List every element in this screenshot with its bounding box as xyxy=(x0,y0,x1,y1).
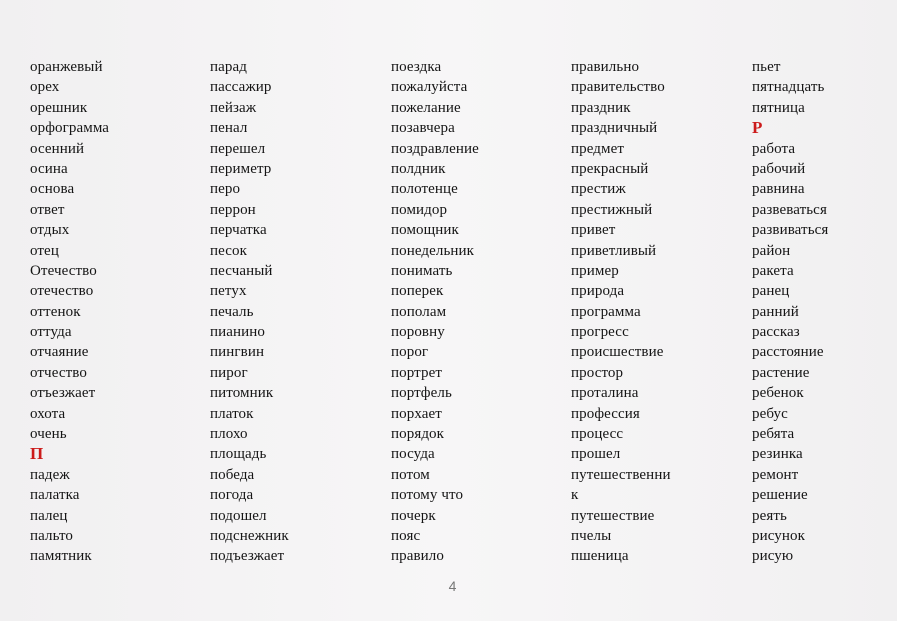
word-item: падеж xyxy=(30,466,70,483)
word-item: ребенок xyxy=(752,385,804,402)
word-item: природа xyxy=(571,283,625,300)
word-item: отъезжает xyxy=(30,385,96,402)
word-item: парад xyxy=(210,59,247,75)
word-item: понимать xyxy=(391,262,453,279)
word-item: основа xyxy=(30,181,75,198)
word-item: к xyxy=(571,487,579,504)
word-item: престижный xyxy=(571,201,653,218)
word-item: ракета xyxy=(752,262,794,279)
word-item: пятница xyxy=(752,99,805,116)
word-item: равнина xyxy=(752,181,805,198)
word-item: осенний xyxy=(30,140,85,157)
word-item: позавчера xyxy=(391,120,455,137)
word-item: почерк xyxy=(391,507,436,524)
word-item: праздник xyxy=(571,99,631,116)
word-item: пчелы xyxy=(571,527,612,544)
word-item: пьет xyxy=(752,59,781,75)
word-item: правительство xyxy=(571,79,665,96)
word-item: портрет xyxy=(391,364,442,381)
word-item: перешел xyxy=(210,140,266,157)
word-item: престиж xyxy=(571,181,626,198)
word-item: рабочий xyxy=(752,160,806,177)
word-item: пожелание xyxy=(391,99,461,116)
word-item: реять xyxy=(752,507,787,524)
word-item: помидор xyxy=(391,201,448,218)
word-item: потом xyxy=(391,466,430,483)
word-item: ремонт xyxy=(752,466,799,483)
word-column xyxy=(30,57,109,567)
word-item: пассажир xyxy=(210,79,272,96)
word-item: орешник xyxy=(30,99,88,116)
word-item: работа xyxy=(752,140,796,157)
word-item: погода xyxy=(210,487,254,504)
word-item: отдых xyxy=(30,222,70,239)
word-item: отчаяние xyxy=(30,344,89,361)
word-item: пожалуйста xyxy=(391,79,468,96)
word-item: посуда xyxy=(391,446,435,463)
word-item: подснежник xyxy=(210,527,289,544)
word-item: пятнадцать xyxy=(752,79,825,96)
word-column xyxy=(210,57,289,567)
letter-heading: Р xyxy=(752,118,763,138)
word-item: программа xyxy=(571,303,641,320)
word-item: перо xyxy=(210,181,241,198)
word-item: помощник xyxy=(391,222,459,239)
word-item: перрон xyxy=(210,201,256,218)
word-item: порядок xyxy=(391,426,445,443)
word-item: пенал xyxy=(210,120,248,137)
word-item: привет xyxy=(571,222,616,239)
word-item: отец xyxy=(30,242,59,259)
word-item: прекрасный xyxy=(571,160,649,177)
word-item: петух xyxy=(210,283,247,300)
word-column xyxy=(571,57,671,567)
page-number: 4 xyxy=(448,578,457,594)
word-item: рисую xyxy=(752,548,794,565)
word-item: поздравление xyxy=(391,140,479,157)
word-item: охота xyxy=(30,405,66,422)
word-item: ответ xyxy=(30,201,65,218)
word-item: расстояние xyxy=(752,344,824,361)
word-item: отечество xyxy=(30,283,94,300)
word-item: подошел xyxy=(210,507,267,524)
word-item: пингвин xyxy=(210,344,265,361)
word-item: рисунок xyxy=(752,527,806,544)
word-column xyxy=(752,57,828,567)
word-item: развеваться xyxy=(752,201,827,218)
word-item: питомник xyxy=(210,385,274,402)
word-item: поровну xyxy=(391,324,445,341)
word-item: площадь xyxy=(210,446,267,463)
word-item: прогресс xyxy=(571,324,629,341)
word-item: простор xyxy=(571,364,624,381)
word-item: ранний xyxy=(752,303,799,320)
word-item: плохо xyxy=(210,426,248,443)
word-item: портфель xyxy=(391,385,452,402)
word-item: пейзаж xyxy=(210,99,257,116)
word-item: оттуда xyxy=(30,324,72,341)
word-item: прошел xyxy=(571,446,621,463)
word-item: Отечество xyxy=(30,262,97,279)
word-item: пирог xyxy=(210,364,248,381)
word-item: ранец xyxy=(752,283,790,300)
word-item: правильно xyxy=(571,59,640,75)
word-item: поездка xyxy=(391,59,442,75)
word-item: профессия xyxy=(571,405,640,422)
word-item: палатка xyxy=(30,487,80,504)
word-item: подъезжает xyxy=(210,548,285,565)
word-item: пополам xyxy=(391,303,447,320)
word-item: победа xyxy=(210,466,255,483)
word-item: пшеница xyxy=(571,548,629,565)
word-item: пианино xyxy=(210,324,265,341)
word-item: песчаный xyxy=(210,262,273,279)
word-item: осина xyxy=(30,160,68,177)
word-item: полотенце xyxy=(391,181,458,198)
word-item: потому что xyxy=(391,487,464,504)
word-item: пример xyxy=(571,262,619,279)
word-item: путешествие xyxy=(571,507,655,524)
word-item: проталина xyxy=(571,385,639,402)
word-item: периметр xyxy=(210,160,272,177)
word-item: палец xyxy=(30,507,68,524)
word-item: район xyxy=(752,242,791,259)
word-item: правило xyxy=(391,548,444,565)
word-item: орех xyxy=(30,79,60,96)
word-item: отчество xyxy=(30,364,87,381)
word-item: платок xyxy=(210,405,254,422)
word-item: оранжевый xyxy=(30,59,103,75)
word-item: поперек xyxy=(391,283,444,300)
word-item: понедельник xyxy=(391,242,475,259)
word-item: порог xyxy=(391,344,429,361)
word-item: печаль xyxy=(210,303,254,320)
word-item: пояс xyxy=(391,527,421,544)
word-item: рассказ xyxy=(752,324,800,341)
word-item: очень xyxy=(30,426,67,443)
word-item: памятник xyxy=(30,548,92,565)
word-item: праздничный xyxy=(571,120,658,137)
word-item: перчатка xyxy=(210,222,267,239)
word-item: ребята xyxy=(752,426,795,443)
word-item: пальто xyxy=(30,527,74,544)
word-item: орфограмма xyxy=(30,120,110,137)
word-item: происшествие xyxy=(571,344,664,361)
word-column xyxy=(391,57,479,567)
word-item: порхает xyxy=(391,405,442,422)
word-item: решение xyxy=(752,487,808,504)
word-item: песок xyxy=(210,242,248,259)
word-item: растение xyxy=(752,364,810,381)
word-item: оттенок xyxy=(30,303,81,320)
word-item: приветливый xyxy=(571,242,657,259)
letter-heading: П xyxy=(30,444,44,464)
word-item: полдник xyxy=(391,160,446,177)
word-item: резинка xyxy=(752,446,803,463)
word-item: ребус xyxy=(752,405,788,422)
word-item: путешественни xyxy=(571,466,671,483)
word-item: развиваться xyxy=(752,222,829,239)
word-item: процесс xyxy=(571,426,624,443)
word-item: предмет xyxy=(571,140,625,157)
